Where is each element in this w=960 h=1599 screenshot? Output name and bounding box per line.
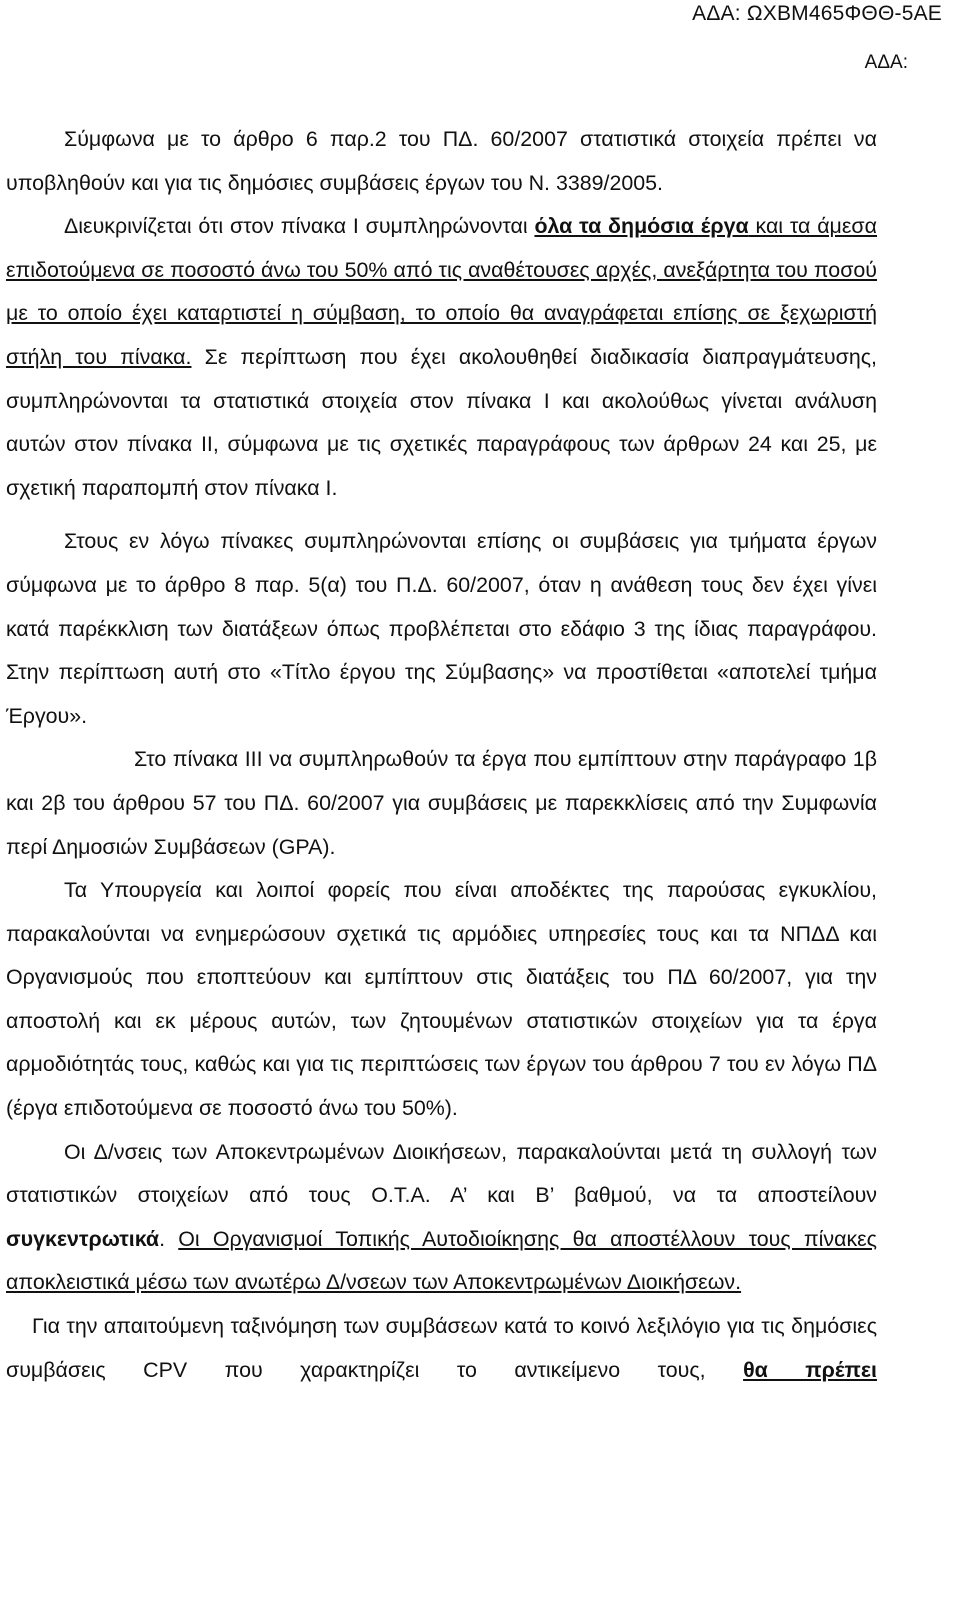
paragraph-work-parts: Στους εν λόγω πίνακες συμπληρώνονται επίσης οι συμβάσεις για τμήματα έργων σύμφωνα με το άρθρο 8 παρ. 5(α) του Π.Δ. 60/2007, όταν η ανάθεση τους δεν έχει γίνει κατά παρέκκλιση των διατάξεων όπως προβλέπεται στο εδάφιο 3 της ίδιας παραγράφου. Στην περίπτωση αυτή στο «Τίτλο έργου της Σύμβασης» να προστίθεται «αποτελεί τμήμα Έργου». bbox=[6, 529, 877, 728]
text-span: Διευκρινίζεται ότι στον πίνακα Ι συμπληρώνονται bbox=[64, 214, 535, 239]
paragraph-table-one-instructions bbox=[6, 205, 877, 510]
text-span: . bbox=[159, 1226, 179, 1251]
paragraph-cpv-classification bbox=[6, 1305, 877, 1392]
paragraph-statistics-requirement: Σύμφωνα με το άρθρο 6 παρ.2 του ΠΔ. 60/2007 στατιστικά στοιχεία πρέπει να υποβληθούν και για τις δημόσιες συμβάσεις έργων του Ν. 3389/2005. bbox=[6, 127, 877, 195]
emphasis-must: θα πρέπει bbox=[743, 1357, 877, 1382]
ada-label: ΑΔΑ: bbox=[864, 52, 908, 73]
text-span: Σε περίπτωση που έχει ακολουθηθεί διαδικασία διαπραγμάτευσης, συμπληρώνονται τα στατιστικά στοιχεία στον πίνακα Ι και ακολούθως γίνεται ανάλυση αυτών στον πίνακα ΙΙ, σύμφωνα με τις σχετικές παραγράφους των άρθρων 24 και 25, με σχετική παραπομπή στον πίνακα Ι. bbox=[6, 344, 877, 500]
underlined-text: και τα άμεσα επιδοτούμενα σε ποσοστό άνω του 50% από τις αναθέτουσες αρχές, ανεξάρτητα του ποσού με το οποίο έχει καταρτιστεί η σύμβαση, το οποίο θα αναγράφεται επίσης σε ξεχωριστή στήλη του πίνακα. bbox=[6, 214, 877, 369]
emphasis-all-public-works: όλα τα δημόσια έργα bbox=[534, 214, 749, 239]
ada-code: ΑΔΑ: ΩΧΒΜ465ΦΘΘ-5ΑΕ bbox=[692, 2, 942, 25]
paragraph-table-three: Στο πίνακα ΙΙΙ να συμπληρωθούν τα έργα που εμπίπτουν στην παράγραφο 1β και 2β του άρθρου 57 του ΠΔ. 60/2007 για συμβάσεις με παρεκκλίσεις από την Συμφωνία περί Δημοσιών Συμβάσεων (GPA). bbox=[6, 747, 877, 859]
underlined-instruction: Οι Οργανισμοί Τοπικής Αυτοδιοίκησης θα αποστέλλουν τους πίνακες αποκλειστικά μέσω των ανωτέρω Δ/νσεων των Αποκεντρωμένων Διοικήσεων. bbox=[6, 1226, 877, 1295]
emphasis-aggregated: συγκεντρωτικά bbox=[6, 1226, 160, 1251]
paragraph-decentralized-administrations bbox=[6, 1131, 877, 1305]
document-body bbox=[6, 118, 877, 1392]
text-span: Για την απαιτούμενη ταξινόμηση των συμβάσεων κατά το κοινό λεξιλόγιο για τις δημόσιες συμβάσεις CPV που χαρακτηρίζει το αντικείμενο τους, bbox=[6, 1314, 877, 1382]
text-span: Οι Δ/νσεις των Αποκεντρωμένων Διοικήσεων, παρακαλούνται μετά τη συλλογή των στατιστικών στοιχείων από τους Ο.Τ.Α. Α’ και Β’ βαθμού, να τα αποστείλουν bbox=[6, 1139, 877, 1208]
paragraph-ministries: Τα Υπουργεία και λοιποί φορείς που είναι αποδέκτες της παρούσας εγκυκλίου, παρακαλούνται να ενημερώσουν σχετικά τις αρμόδιες υπηρεσίες τους και τα ΝΠΔΔ και Οργανισμούς που εποπτεύουν και εμπίπτουν στις διατάξεις του ΠΔ 60/2007, για την αποστολή και εκ μέρους αυτών, των ζητουμένων στατιστικών στοιχείων για τα έργα αρμοδιότητάς τους, καθώς και για τις περιπτώσεις των έργων του άρθρου 7 του εν λόγω ΠΔ (έργα επιδοτούμενα σε ποσοστό άνω του 50%). bbox=[6, 878, 877, 1121]
